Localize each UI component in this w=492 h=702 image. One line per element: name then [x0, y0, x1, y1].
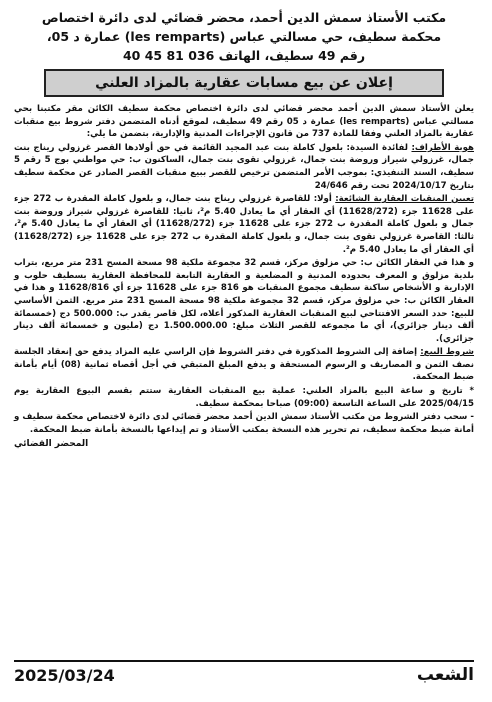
parties-paragraph — [14, 142, 474, 192]
deposit-paragraph: - سحب دفتر الشروط من مكتب الأستاذ سمش الدين أحمد محضر قضائي لدى دائرة لاختصاص محكمة سطيف و أمانة ضبط محكمة سطيف، تم تحرير هذه النسخة بمكتب الأستاذ و تم إيداعها بالنسخة بأمانة ضبط المحكمة. — [14, 412, 474, 435]
bailiff-office-line-1: مكتب الأستاذ سمش الدين أحمد، محضر قضائي لدى دائرة اختصاص — [41, 10, 447, 25]
bailiff-office-line-3: رقم 49 سطيف، الهاتف 036 81 45 40 — [122, 48, 366, 63]
notice-title-banner: إعلان عن بيع مسابات عقارية بالمزاد العلني — [44, 69, 444, 97]
signature-label: المحضر القضائي — [14, 439, 89, 450]
footer-divider — [14, 660, 474, 662]
property-paragraph: و هذا في العقار الكائن ب: حي مزلوق مركز، قسم 32 مجموعة ملكية 98 مسحة المسح 231 متر مربع، بتراب بلدية مزلوق و المعرف بحدوده المدنية و المضلعية و العقارية التابعة للمحافظة العقارية بسطيف حلوب و الإدارية و الأشخاص ساكنة سطيف مجموع المنقبات هو 816 جزء على 11628 جزء أي 11628/816 و هذا في العقار الكائن ب: حي مزلوق مركز، قسم 32 مجموعة ملكية 98 مسحة المسح 231 متر مربع. الثمن الأساسي للبيع: حدد السعر الافتتاحي لبيع المنقبات العقارية المذكور أعلاه، لكل قاصر يقدر ب: 500.000 دج (خمسمائة ألف دينار جزائري)، أي ما مجموعه للقصر الثلاث مبلغ: 1.500.000.00 دج (مليون و خمسمائة ألف دينار جزائري). — [14, 258, 474, 344]
notice-body — [14, 103, 474, 451]
notice-intro: يعلن الأستاذ سمش الدين أحمد محضر قضائي لدى دائرة اختصاص محكمة سطيف الكائن مقر مكتبنا بحي مسالتي عباس (les remparts) عمارة د 05 رقم 49 سطيف، لموقع أدناه المتضمن دفتر شروط بيع منقبات عقارية بالمزاد العلني وفقا للمادة 737 من قانون الإجراءات المدنية والإدارية، بتضمن ما يلي: — [14, 104, 474, 140]
session-paragraph: * تاريخ و ساعة البيع بالمزاد العلني: عملية بيع المنقبات العقارية ستتم بقسم البيوع العقارية يوم 2025/04/15 على الساعة التاسعة (09:00) صباحا بمحكمة سطيف. — [14, 386, 474, 409]
sale-terms-label: شروط البيع: — [420, 347, 475, 358]
designation-text: أولا: للقاصرة غرزولي ريناج بنت جمال، و بلعول كاملة المقدرة ب 272 جزء على 11628 جزء (11628/272) أي العقار أي ما يعادل 5.40 م²، ثانيا: للقاصرة غرزولي شيراز وروضة بنت جمال و بلعول كاملة المقدرة ب 272 جزء على 11628 جزء (11628/272) أي العقار أي ما يعادل 5.40 م²، ثالثا: القاصرة غرزولي تقوى بنت جمال، و بلعول كاملة المقدرة ب 272 جزء على 11628 جزء (11628/272) أي العقار أي ما يعادل 5.40 م². — [14, 194, 475, 255]
parties-label: هوية الأطراف: — [411, 142, 474, 153]
designation-paragraph — [14, 193, 474, 256]
parties-text: لفائدة السيدة: بلعول كاملة بنت عبد المجيد القائمة في حق أولادها القصر غرزولي ريناج بنت جمال، غرزولي شيراز وروضة بنت جمال، غرزولي تقوى بنت جمال، الساكنون ب: حي مواطني بوج 5 رقم 5 سطيف، السند التنفيذي: بموجب الأمر المتضمن ترخيص للقصر ببيع منقبات القصر الصادر عن محكمة سطيف بتاريخ 2024/10/17 تحت رقم 24/646 — [14, 142, 474, 191]
designation-label: تعيين المنقبات العقارية الشائعة: — [335, 194, 474, 205]
signature-row — [14, 438, 474, 451]
sale-terms-paragraph — [14, 346, 474, 384]
sale-terms-text: إضافة إلى الشروط المذكورة في دفتر الشروط فإن الراسي عليه المزاد يدفع حق إنعقاد الجلسة نصف الثمن و المصاريف و الرسوم المستحقة و يدفع المبلغ المتبقي في أجل أقصاه ثمانية (08) أيام بأمانة ضبط المحكمة. — [14, 347, 474, 383]
bailiff-office-line-2: محكمة سطيف، حي مسالتي عباس (les remparts) عمارة د 05، — [46, 29, 442, 44]
publication-date: 2025/03/24 — [14, 665, 115, 685]
newspaper-name: الشعب — [416, 665, 474, 685]
newspaper-footer — [14, 665, 474, 685]
